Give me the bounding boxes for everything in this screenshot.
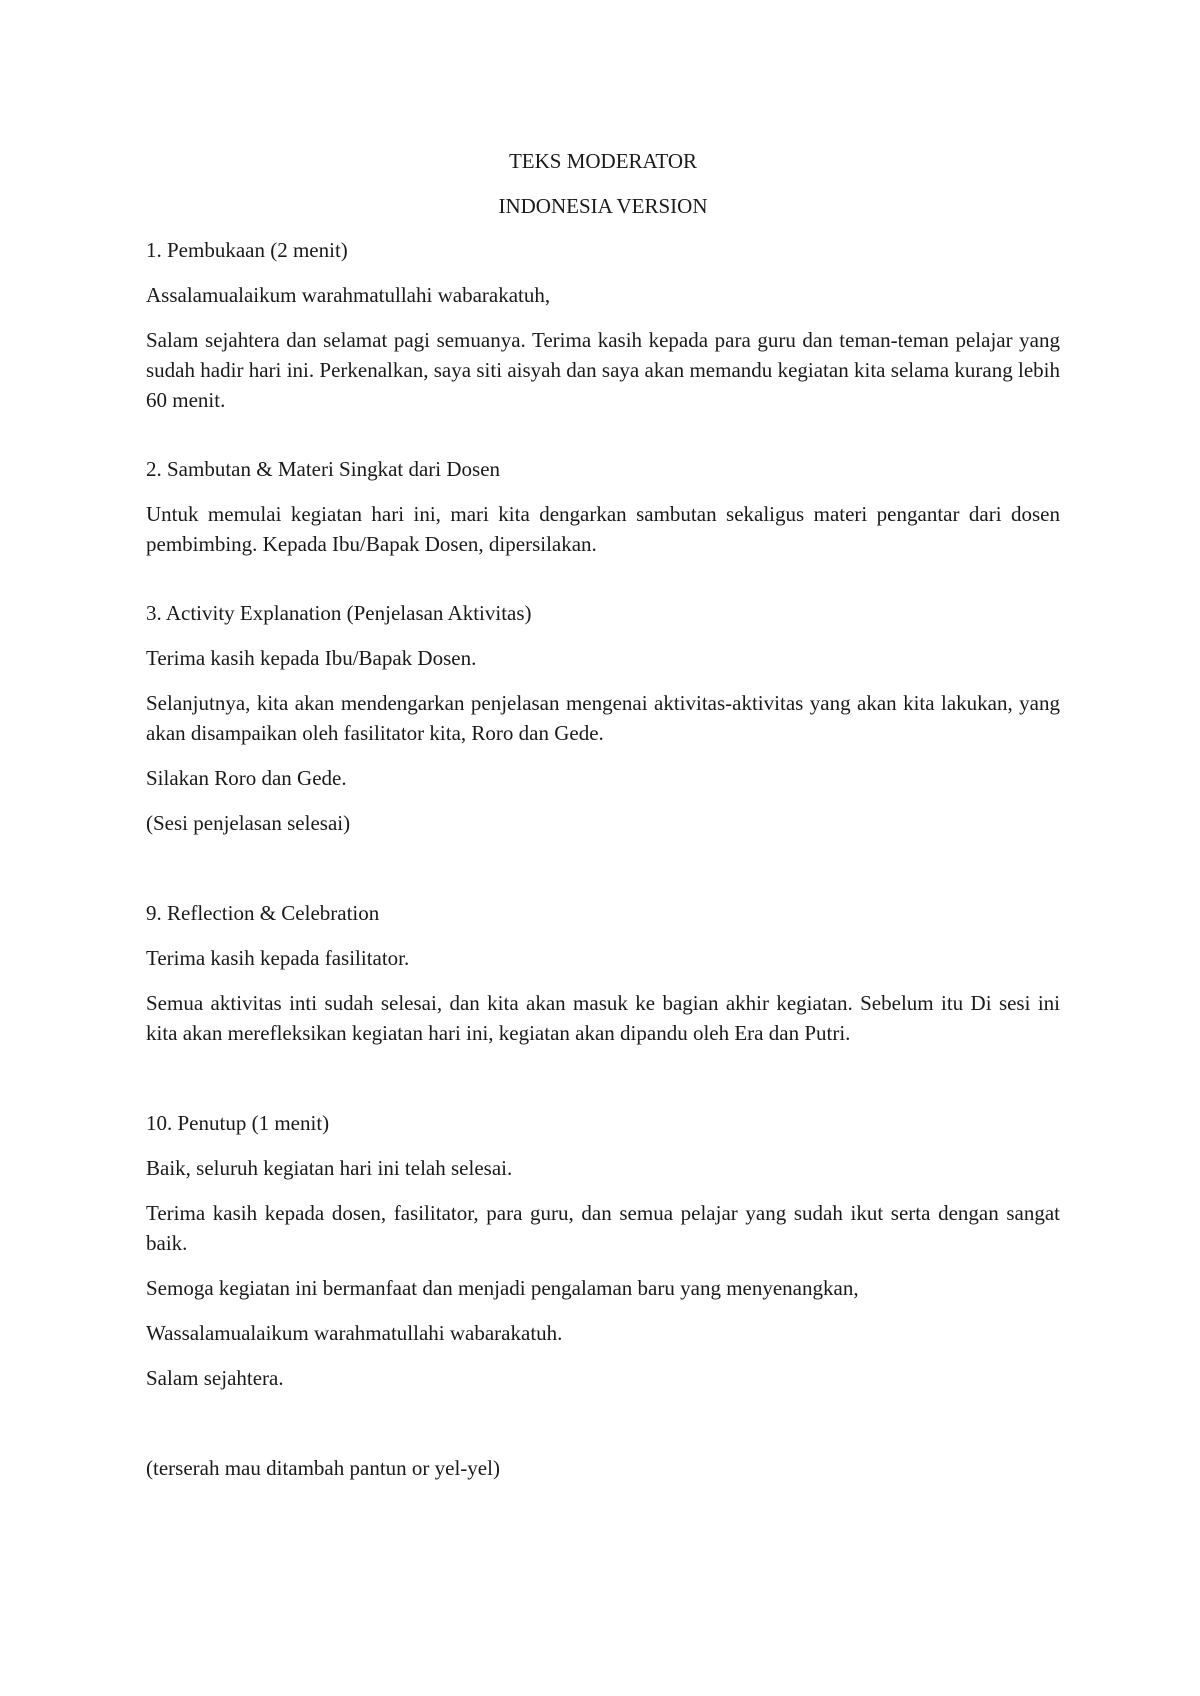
section-heading-reflection: 9. Reflection & Celebration xyxy=(146,901,380,925)
document-subtitle: INDONESIA VERSION xyxy=(498,194,708,218)
paragraph-opening: Salam sejahtera dan selamat pagi semuanya. Terima kasih kepada para guru dan teman-teman pelajar yang sudah hadir hari ini. Perkenalkan, saya siti aisyah dan saya akan memandu kegiatan kita selama kurang lebih 60 menit. xyxy=(146,328,1060,412)
section-heading-penutup: 10. Penutup (1 menit) xyxy=(146,1111,330,1135)
paragraph-thanks-fasilitator: Terima kasih kepada fasilitator. xyxy=(146,946,410,970)
paragraph-activity-intro: Selanjutnya, kita akan mendengarkan penjelasan mengenai aktivitas-aktivitas yang akan kita lakukan, yang akan disampaikan oleh fasilitator kita, Roro dan Gede. xyxy=(146,691,1060,745)
paragraph-wassalam: Wassalamualaikum warahmatullahi wabarakatuh. xyxy=(146,1321,563,1345)
paragraph-sambutan: Untuk memulai kegiatan hari ini, mari kita dengarkan sambutan sekaligus materi pengantar dari dosen pembimbing. Kepada Ibu/Bapak Dosen, dipersilakan. xyxy=(146,502,1060,556)
section-heading-activity: 3. Activity Explanation (Penjelasan Aktivitas) xyxy=(146,601,532,625)
paragraph-sesi-selesai: (Sesi penjelasan selesai) xyxy=(146,811,351,835)
paragraph-semoga: Semoga kegiatan ini bermanfaat dan menjadi pengalaman baru yang menyenangkan, xyxy=(146,1276,859,1300)
section-heading-sambutan: 2. Sambutan & Materi Singkat dari Dosen xyxy=(146,457,501,481)
footer-note: (terserah mau ditambah pantun or yel-yel) xyxy=(146,1456,500,1480)
paragraph-selesai: Baik, seluruh kegiatan hari ini telah selesai. xyxy=(146,1156,513,1180)
paragraph-thanks-all: Terima kasih kepada dosen, fasilitator, para guru, dan semua pelajar yang sudah ikut serta dengan sangat baik. xyxy=(146,1201,1060,1255)
paragraph-greeting: Assalamualaikum warahmatullahi wabarakatuh, xyxy=(146,283,551,307)
section-heading-pembukaan: 1. Pembukaan (2 menit) xyxy=(146,238,348,262)
paragraph-silakan: Silakan Roro dan Gede. xyxy=(146,766,347,790)
paragraph-thanks-dosen: Terima kasih kepada Ibu/Bapak Dosen. xyxy=(146,646,477,670)
paragraph-reflection: Semua aktivitas inti sudah selesai, dan kita akan masuk ke bagian akhir kegiatan. Sebelum itu Di sesi ini kita akan merefleksikan kegiatan hari ini, kegiatan akan dipandu oleh Era dan Putri. xyxy=(146,991,1060,1045)
paragraph-salam: Salam sejahtera. xyxy=(146,1366,284,1390)
document-body xyxy=(146,146,1060,1483)
document-title: TEKS MODERATOR xyxy=(508,149,698,173)
